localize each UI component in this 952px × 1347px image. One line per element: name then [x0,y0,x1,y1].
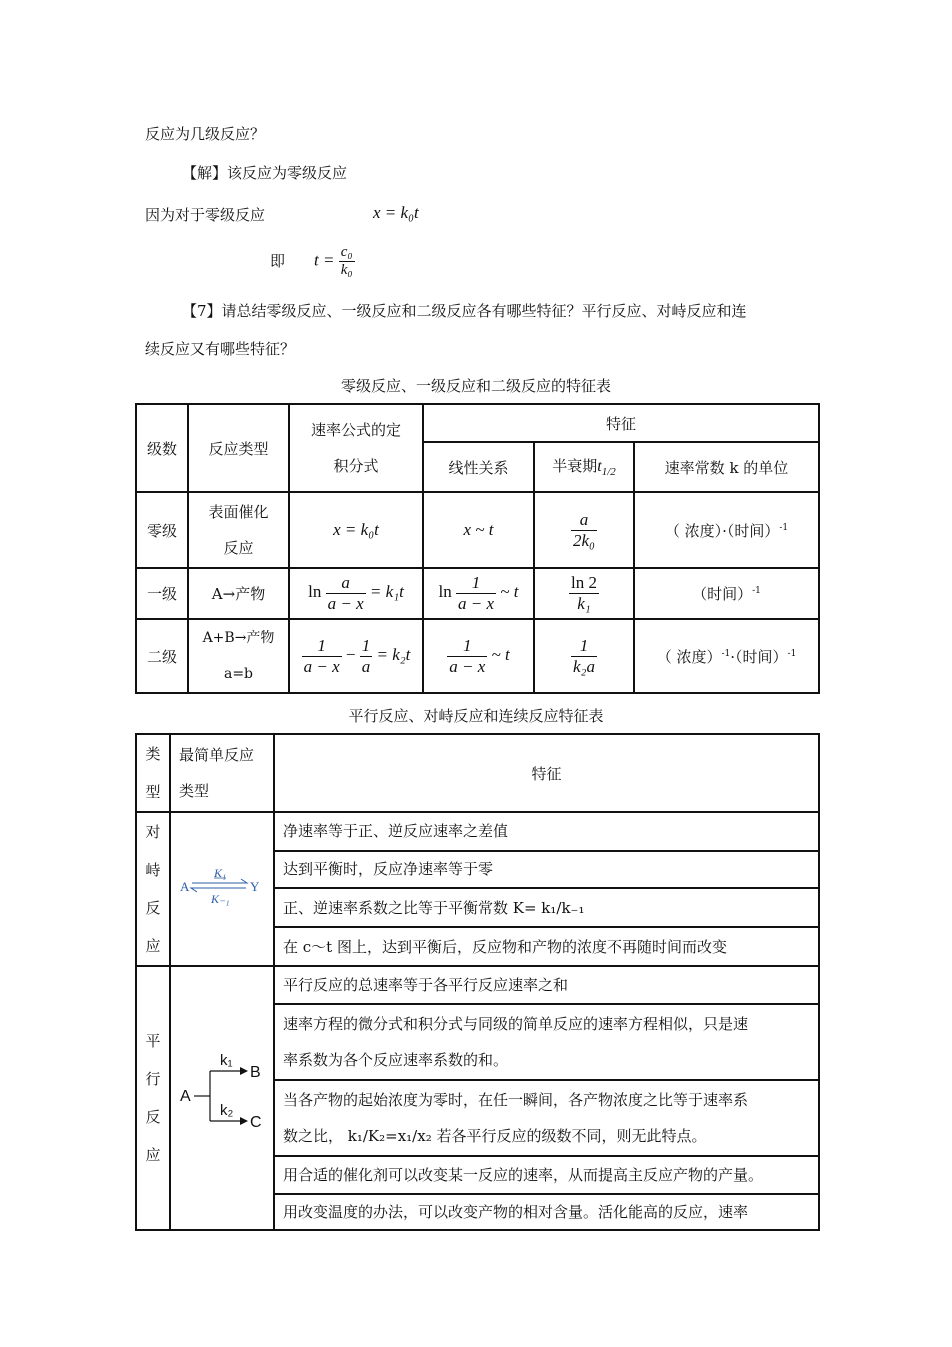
parallel-feature: 用合适的催化剂可以改变某一反应的速率，从而提高主反应产物的产量。 [274,1156,819,1194]
svg-text:K₋₁: K₋₁ [211,892,230,906]
opposing-feature: 净速率等于正、逆反应速率之差值 [274,812,819,851]
equation-t [314,244,355,280]
order-features-table [135,403,820,694]
answer-text: 该反应为零级反应 [227,164,348,182]
equation-t-fraction [339,244,355,280]
fraction-denominator: k₀ [340,262,353,279]
header-linear: 线性关系 [423,442,534,492]
table1-caption: 零级反应、一级反应和二级反应的特征表 [340,377,611,395]
row-second-level: 二级 [136,619,188,693]
table2-caption: 平行反应、对峙反应和连续反应特征表 [348,707,604,725]
header-rate-line2: 积分式 [333,457,379,475]
row-zero-unit: （ 浓度）·（时间）$^{-1}$ [634,492,819,568]
opposing-feature: 正、逆速率系数之比等于平衡常数 K= k₁/k₋₁ [274,888,819,928]
halflife-label: 半衰期 [552,457,598,476]
opposing-diagram [170,812,274,966]
header-level: 级数 [136,404,188,492]
equation-t-lhs: t = [314,250,335,270]
header-rate [289,404,423,492]
question7-line2: 续反应又有哪些特征？ [145,340,296,358]
svg-text:A: A [180,1088,191,1105]
header-halflife [534,442,634,492]
question7-label: 【7】 [182,302,222,320]
t2-header-features: 特征 [274,734,819,812]
svg-text:B: B [250,1064,261,1081]
question7-line1 [182,300,747,321]
row-first-unit: （时间）$^{-1}$ [634,568,819,619]
parallel-feature: 当各产物的起始浓度为零时，在任一瞬间，各产物浓度之比等于速率系 数之比， k₁/K₂=x₁/x₂ 若各平行反应的级数不同，则无此特点。 [274,1080,819,1156]
parallel-label: 平 行 反 应 [136,966,170,1230]
svg-text:A: A [180,879,190,894]
answer-line [182,162,347,183]
row-zero-halflife: $\frac{a}{\text{2k₀}}$ [534,492,634,568]
row-second-linear: $\frac{1}{a - x}$ ~ t [423,619,534,693]
halflife-symbol: $t_{1/2}$ [597,458,616,479]
svg-text:k₂: k₂ [220,1102,234,1119]
parallel-diagram [170,966,274,1230]
row-second-unit: （ 浓度）$^{-1}$·（时间）$^{-1}$ [634,619,819,693]
parallel-feature: 平行反应的总速率等于各平行反应速率之和 [274,966,819,1004]
opposing-feature: 达到平衡时，反应净速率等于零 [274,851,819,888]
intro-line: 反应为几级反应？ [145,125,266,143]
complex-reactions-table [135,733,820,1231]
row-zero-rate: x = k₀t [289,492,423,568]
t2-header-simplest: 最简单反应 类型 [170,734,274,812]
fraction-numerator: c₀ [340,244,353,260]
opposing-feature: 在 c～t 图上，达到平衡后，反应物和产物的浓度不再随时间而改变 [274,927,819,966]
answer-label: 【解】 [182,164,228,182]
parallel-feature: 用改变温度的办法，可以改变产物的相对含量。活化能高的反应，速率 [274,1194,819,1230]
row-first-level: 一级 [136,568,188,619]
ji-text: 即 [270,252,286,270]
row-second-type: A+B→产物 a=b [188,619,289,693]
row-first-rate: ln $\frac{a}{a - x}$ = k₁t [289,568,423,619]
reversible-arrow-icon [172,857,272,917]
row-first-halflife: $\frac{\ln 2}{\text{k₁}}$ [534,568,634,619]
svg-text:K₁: K₁ [214,866,227,880]
question7-text: 请总结零级反应、一级反应和二级反应各有哪些特征？平行反应、对峙反应和连 [221,302,747,320]
header-unit: 速率常数 k 的单位 [634,442,819,492]
row-zero-type: 表面催化 反应 [188,492,289,568]
svg-text:k₁: k₁ [220,1052,233,1069]
row-second-rate: $\frac{1}{a - x}$ − $\frac{1}{a}$ = k₂t [289,619,423,693]
row-first-type: A→产物 [188,568,289,619]
svg-text:Y: Y [250,879,260,894]
header-features: 特征 [423,404,819,442]
row-zero-level: 零级 [136,492,188,568]
opposing-label: 对 峙 反 应 [136,812,170,966]
row-second-halflife: $\frac{1}{\text{k₂a}}$ [534,619,634,693]
svg-text:C: C [250,1114,262,1131]
header-rate-line1: 速率公式的定 [310,421,401,439]
t2-header-type: 类 型 [136,734,170,812]
because-text: 因为对于零级反应 [145,206,266,224]
row-first-linear: ln $\frac{1}{a - x}$ ~ t [423,568,534,619]
header-type: 反应类型 [188,404,289,492]
row-zero-linear: x ~ t [423,492,534,568]
equation-zero-order: x = k₀t [373,203,419,222]
parallel-feature: 速率方程的微分式和积分式与同级的简单反应的速率方程相似，只是速 率系数为各个反应速率系数的和。 [274,1004,819,1080]
parallel-branch-icon [172,1041,272,1151]
